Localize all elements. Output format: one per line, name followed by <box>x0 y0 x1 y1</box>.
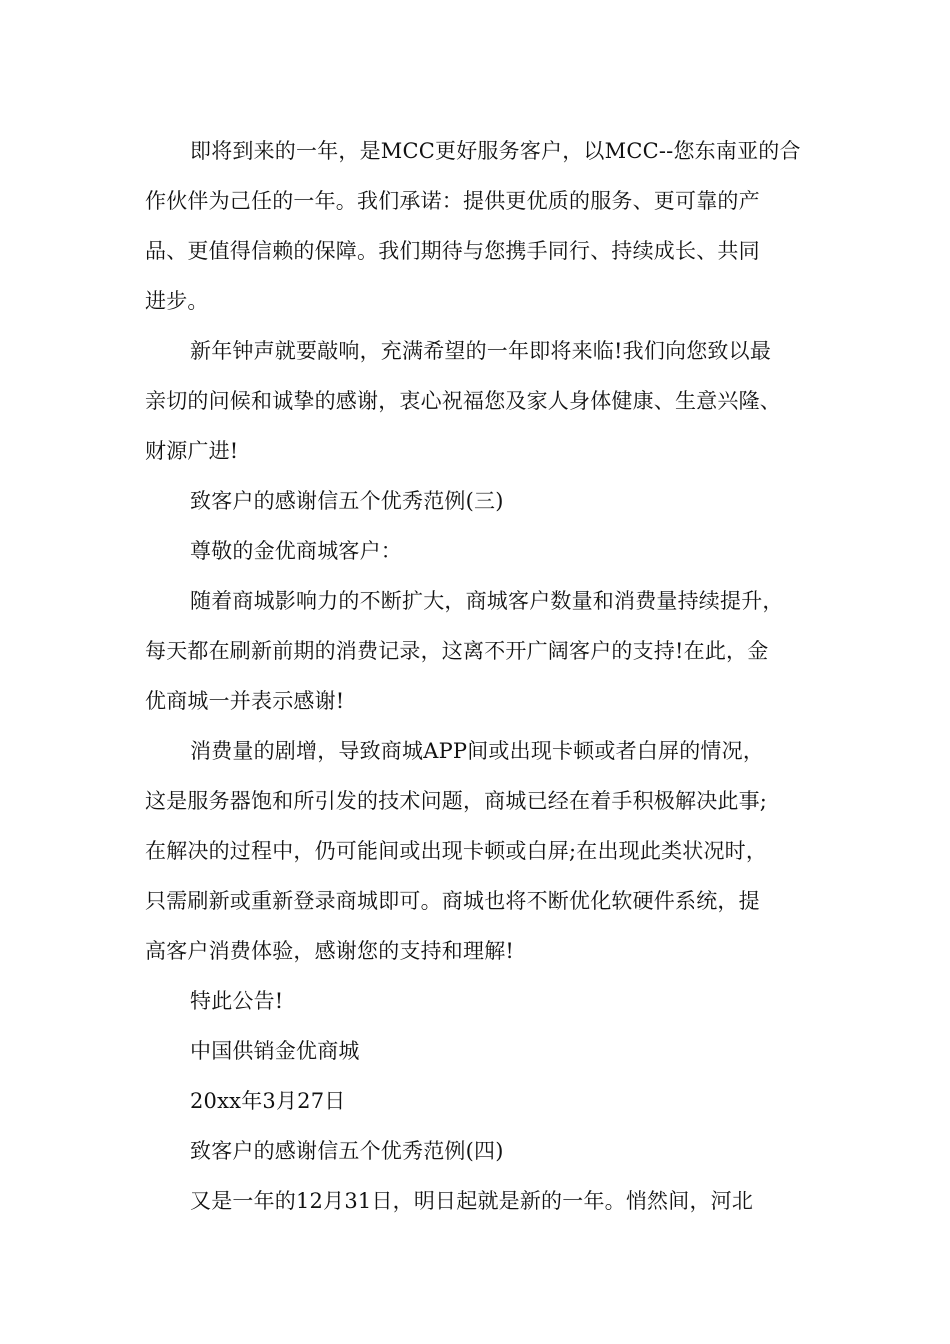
paragraph-line: 即将到来的一年，是MCC更好服务客户，以MCC--您东南亚的合 <box>190 139 801 163</box>
paragraph-line: 作伙伴为己任的一年。我们承诺：提供更优质的服务、更可靠的产 <box>145 189 760 213</box>
paragraph-line: 又是一年的12月31日，明日起就是新的一年。悄然间，河北 <box>190 1189 754 1213</box>
paragraph-line: 消费量的剧增，导致商城APP间或出现卡顿或者白屏的情况， <box>190 739 765 763</box>
closing-text: 特此公告! <box>190 989 284 1013</box>
paragraph-line: 新年钟声就要敲响，充满希望的一年即将来临!我们向您致以最 <box>190 339 772 363</box>
paragraph-line: 高客户消费体验，感谢您的支持和理解! <box>145 939 515 963</box>
signature-date: 20xx年3月27日 <box>190 1089 346 1113</box>
paragraph-line: 进步。 <box>145 289 209 313</box>
salutation: 尊敬的金优商城客户： <box>190 539 402 563</box>
paragraph-line: 优商城一并表示感谢! <box>145 689 345 713</box>
paragraph-line: 只需刷新或重新登录商城即可。商城也将不断优化软硬件系统，提 <box>145 889 760 913</box>
paragraph-line: 财源广进! <box>145 439 239 463</box>
paragraph-line: 每天都在刷新前期的消费记录，这离不开广阔客户的支持!在此，金 <box>145 639 769 663</box>
paragraph-line: 品、更值得信赖的保障。我们期待与您携手同行、持续成长、共同 <box>145 239 760 263</box>
section-heading: 致客户的感谢信五个优秀范例(三) <box>190 489 504 513</box>
section-heading: 致客户的感谢信五个优秀范例(四) <box>190 1139 504 1163</box>
paragraph-line: 随着商城影响力的不断扩大，商城客户数量和消费量持续提升， <box>190 589 784 613</box>
paragraph-line: 在解决的过程中，仍可能间或出现卡顿或白屏;在出现此类状况时， <box>145 839 768 863</box>
paragraph-line: 亲切的问候和诚挚的感谢，衷心祝福您及家人身体健康、生意兴隆、 <box>145 389 781 413</box>
paragraph-line: 这是服务器饱和所引发的技术问题，商城已经在着手积极解决此事; <box>145 789 768 813</box>
signature-name: 中国供销金优商城 <box>190 1039 360 1063</box>
